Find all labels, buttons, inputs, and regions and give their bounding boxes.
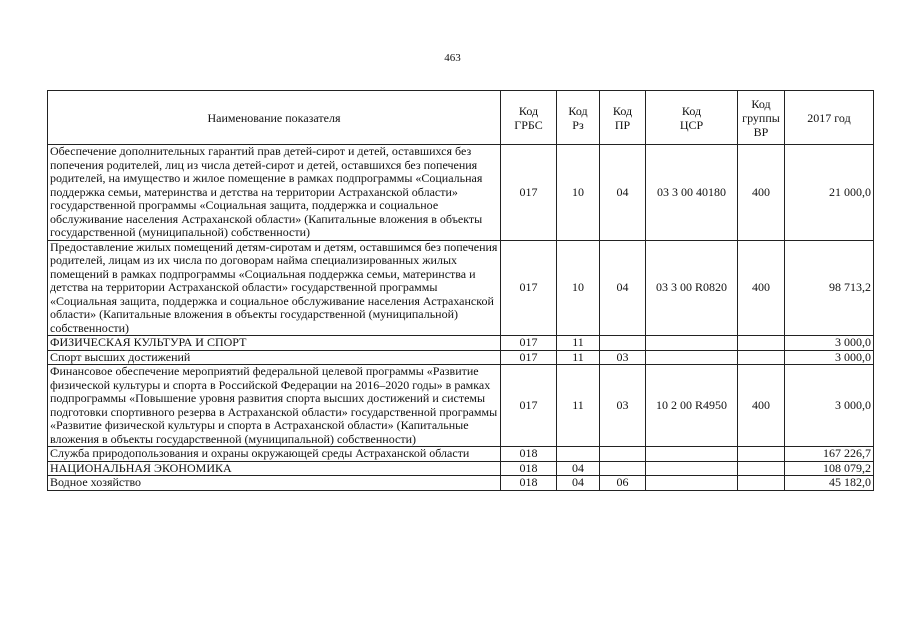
row-name: Спорт высших достижений bbox=[48, 350, 501, 365]
budget-table bbox=[47, 90, 874, 491]
row-grbs: 017 bbox=[501, 240, 557, 336]
row-pr: 03 bbox=[600, 365, 646, 447]
row-pr bbox=[600, 447, 646, 462]
row-pr: 04 bbox=[600, 240, 646, 336]
row-pr bbox=[600, 461, 646, 476]
row-grbs: 018 bbox=[501, 476, 557, 491]
row-rz: 10 bbox=[557, 240, 600, 336]
row-grbs: 018 bbox=[501, 461, 557, 476]
row-vr bbox=[738, 447, 785, 462]
row-rz: 11 bbox=[557, 336, 600, 351]
row-pr bbox=[600, 336, 646, 351]
header-csr: Код ЦСР bbox=[646, 91, 738, 145]
row-name: Служба природопользования и охраны окружающей среды Астраханской области bbox=[48, 447, 501, 462]
row-amount: 3 000,0 bbox=[785, 336, 874, 351]
row-name: ФИЗИЧЕСКАЯ КУЛЬТУРА И СПОРТ bbox=[48, 336, 501, 351]
row-rz: 11 bbox=[557, 350, 600, 365]
row-rz bbox=[557, 447, 600, 462]
row-vr: 400 bbox=[738, 240, 785, 336]
header-vr: Код группы ВР bbox=[738, 91, 785, 145]
table-row bbox=[48, 461, 874, 476]
row-vr: 400 bbox=[738, 145, 785, 241]
row-grbs: 017 bbox=[501, 350, 557, 365]
row-csr bbox=[646, 447, 738, 462]
row-pr: 06 bbox=[600, 476, 646, 491]
row-rz: 04 bbox=[557, 461, 600, 476]
header-pr: Код ПР bbox=[600, 91, 646, 145]
row-pr: 04 bbox=[600, 145, 646, 241]
page-number: 463 bbox=[444, 52, 461, 64]
row-csr: 03 3 00 R0820 bbox=[646, 240, 738, 336]
row-vr bbox=[738, 350, 785, 365]
row-amount: 21 000,0 bbox=[785, 145, 874, 241]
row-csr: 03 3 00 40180 bbox=[646, 145, 738, 241]
header-name: Наименование показателя bbox=[48, 91, 501, 145]
header-year: 2017 год bbox=[785, 91, 874, 145]
row-vr: 400 bbox=[738, 365, 785, 447]
table-row bbox=[48, 350, 874, 365]
row-vr bbox=[738, 461, 785, 476]
header-rz: Код Рз bbox=[557, 91, 600, 145]
header-grbs: Код ГРБС bbox=[501, 91, 557, 145]
table-header-row bbox=[48, 91, 874, 145]
row-name: Предоставление жилых помещений детям-сиротам и детям, оставшимся без попечения родителей, лицам из их числа по договорам найма специализированных жилых помещений в рамках подпрограммы «Социальная поддержка семьи, материнства и детства на территории Астраханской области» государственной программы «Социальная защита, поддержка и социальное обслуживание населения Астраханской области» (Капитальные вложения в объекты государственной (муниципальной) собственности) bbox=[48, 240, 501, 336]
row-csr bbox=[646, 461, 738, 476]
table-row bbox=[48, 240, 874, 336]
row-amount: 98 713,2 bbox=[785, 240, 874, 336]
row-vr bbox=[738, 476, 785, 491]
table-row bbox=[48, 447, 874, 462]
row-rz: 10 bbox=[557, 145, 600, 241]
row-grbs: 017 bbox=[501, 145, 557, 241]
row-rz: 04 bbox=[557, 476, 600, 491]
row-amount: 45 182,0 bbox=[785, 476, 874, 491]
row-amount: 3 000,0 bbox=[785, 365, 874, 447]
table-row bbox=[48, 145, 874, 241]
row-csr bbox=[646, 476, 738, 491]
row-pr: 03 bbox=[600, 350, 646, 365]
row-csr bbox=[646, 336, 738, 351]
row-name: Водное хозяйство bbox=[48, 476, 501, 491]
row-grbs: 018 bbox=[501, 447, 557, 462]
row-csr bbox=[646, 350, 738, 365]
row-amount: 3 000,0 bbox=[785, 350, 874, 365]
row-name: НАЦИОНАЛЬНАЯ ЭКОНОМИКА bbox=[48, 461, 501, 476]
row-amount: 167 226,7 bbox=[785, 447, 874, 462]
row-vr bbox=[738, 336, 785, 351]
row-amount: 108 079,2 bbox=[785, 461, 874, 476]
row-csr: 10 2 00 R4950 bbox=[646, 365, 738, 447]
table-row bbox=[48, 365, 874, 447]
row-name: Финансовое обеспечение мероприятий федеральной целевой программы «Развитие физической культуры и спорта в Российской Федерации на 2016–2020 годы» в рамках подпрограммы «Повышение уровня развития спорта высших достижений и системы подготовки спортивного резерва в Астраханской области» государственной программы «Развитие физической культуры и спорта в Астраханской области» (Капитальные вложения в объекты государственной (муниципальной) собственности) bbox=[48, 365, 501, 447]
row-rz: 11 bbox=[557, 365, 600, 447]
row-grbs: 017 bbox=[501, 365, 557, 447]
table-row bbox=[48, 336, 874, 351]
row-name: Обеспечение дополнительных гарантий прав детей-сирот и детей, оставшихся без попечения родителей, лиц из числа детей-сирот и детей, оставшихся без попечения родителей, на имущество и жилое помещение в рамках подпрограммы «Социальная поддержка семьи, материнства и детства на территории Астраханской области» государственной программы «Социальная защита, поддержка и социальное обслуживание населения Астраханской области» (Капитальные вложения в объекты государственной (муниципальной) собственности) bbox=[48, 145, 501, 241]
row-grbs: 017 bbox=[501, 336, 557, 351]
table-row bbox=[48, 476, 874, 491]
